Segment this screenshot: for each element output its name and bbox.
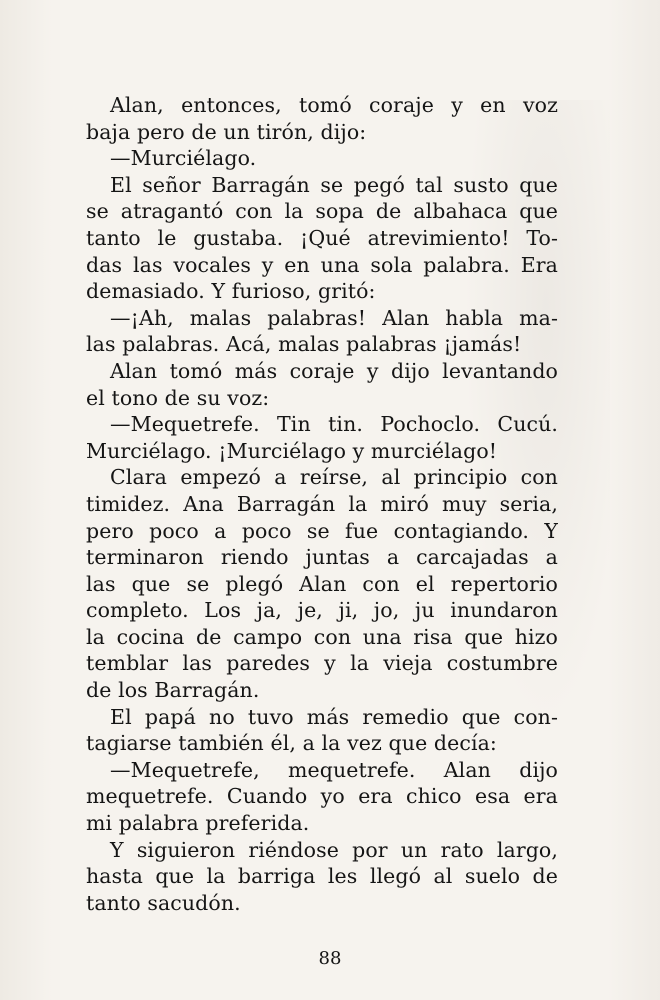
text-line: Clara empezó a reírse, al principio con [110,465,558,490]
text-line: El señor Barragán se pegó tal susto que [110,172,558,197]
text-line: —Mequetrefe, mequetrefe. Alan dijo [110,757,558,782]
body-text [86,92,558,916]
text-line: tagiarse también él, a la vez que decía: [86,731,497,756]
text-line: las palabras. Acá, malas palabras ¡jamás! [86,332,522,357]
text-line: —Mequetrefe. Tin tin. Pochoclo. Cucú. [110,412,558,437]
text-line: Alan tomó más coraje y dijo levantando [110,358,558,383]
text-line: las que se plegó Alan con el repertorio [86,571,558,596]
text-line: terminaron riendo juntas a carcajadas a [86,545,558,570]
text-line: —Murciélago. [110,146,257,171]
text-line: baja pero de un tirón, dijo: [86,119,367,144]
text-line: tanto le gustaba. ¡Qué atrevimiento! To- [86,225,558,250]
text-line: timidez. Ana Barragán la miró muy seria, [86,491,558,516]
text-line: demasiado. Y furioso, gritó: [86,279,376,304]
text-line: Murciélago. ¡Murciélago y murciélago! [86,438,498,463]
text-line: hasta que la barriga les llegó al suelo de [86,864,558,889]
text-line: Alan, entonces, tomó coraje y en voz [110,93,558,117]
text-line: tanto sacudón. [86,890,241,915]
text-line: de los Barragán. [86,678,260,703]
text-line: Y siguieron riéndose por un rato largo, [110,837,558,862]
text-line: El papá no tuvo más remedio que con- [110,704,558,729]
text-line: se atragantó con la sopa de albahaca que [86,199,558,224]
text-line: pero poco a poco se fue contagiando. Y [86,518,558,543]
text-line: temblar las paredes y la vieja costumbre [86,651,558,676]
text-line: el tono de su voz: [86,385,270,410]
text-line: mequetrefe. Cuando yo era chico esa era [86,784,558,809]
text-line: la cocina de campo con una risa que hizo [86,624,558,649]
text-line: completo. Los ja, je, ji, jo, ju inundaron [86,598,558,623]
text-line: —¡Ah, malas palabras! Alan habla ma- [110,305,558,330]
text-line: das las vocales y en una sola palabra. Era [86,252,558,277]
page-number: 88 [318,948,342,969]
text-line: mi palabra preferida. [86,811,310,836]
